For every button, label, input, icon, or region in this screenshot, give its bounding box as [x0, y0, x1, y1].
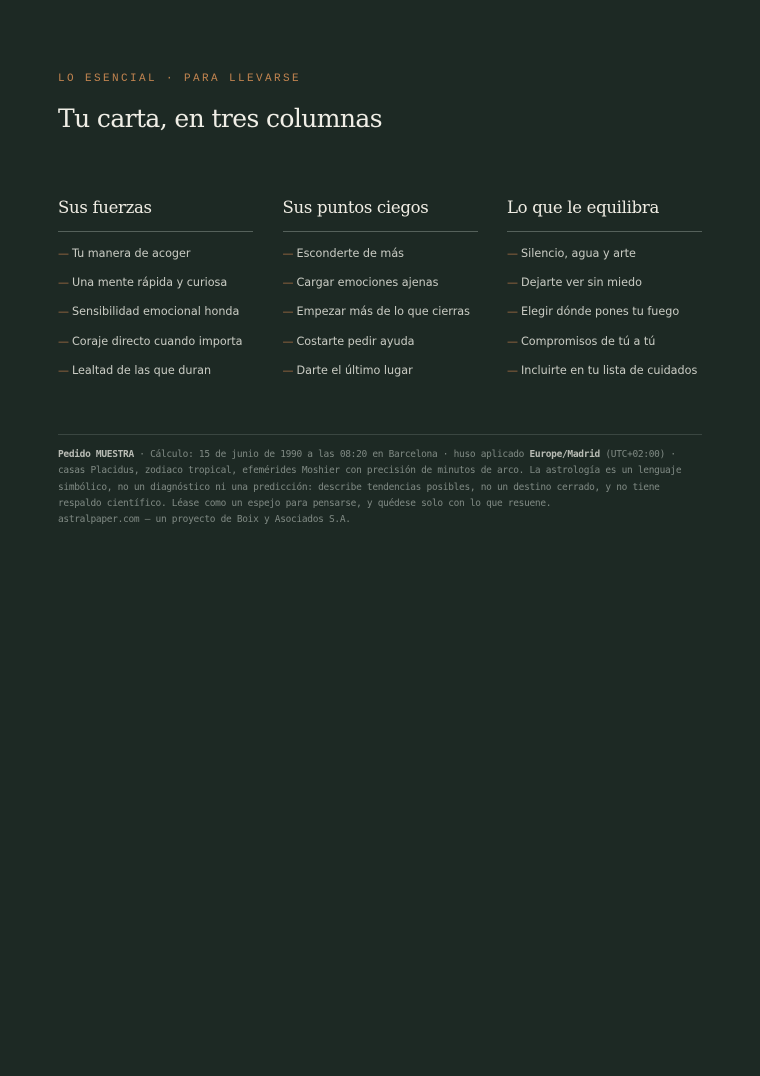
list-item — [283, 362, 478, 391]
column-blind-spots — [283, 196, 478, 391]
list-item — [58, 333, 253, 362]
list-item-text: Compromisos de tú a tú — [521, 334, 656, 348]
list-item-text: Empezar más de lo que cierras — [296, 305, 470, 319]
footer-line-1 — [58, 447, 702, 463]
dash-bullet: — — [282, 305, 294, 319]
list-item — [58, 362, 253, 391]
list-item-text: Tu manera de acoger — [72, 247, 191, 260]
list-item-text: Elegir dónde pones tu fuego — [521, 305, 680, 319]
footer-divider — [58, 434, 702, 435]
list-item — [507, 303, 702, 332]
column-strengths — [58, 196, 253, 391]
dash-bullet: — — [58, 276, 69, 290]
list-item — [283, 245, 478, 274]
footer-credit: astralpaper.com — un proyecto de Boix y Asociados S.A. — [58, 514, 351, 526]
order-label: Pedido MUESTRA — [58, 449, 134, 460]
list-item — [507, 333, 702, 362]
list-item-text: Darte el último lugar — [296, 363, 413, 377]
column-title: Sus fuerzas — [58, 196, 253, 232]
list-item-text: Coraje directo cuando importa — [72, 334, 243, 348]
footer-line-4: respaldo científico. Léase como un espejo para pensarse, y quédese solo con lo que resuene. — [58, 497, 552, 509]
page-title: Tu carta, en tres columnas — [58, 104, 382, 133]
eyebrow-label: LO ESENCIAL · PARA LLEVARSE — [58, 73, 302, 85]
list-item — [58, 245, 253, 274]
dash-bullet: — — [282, 247, 294, 260]
dash-bullet: — — [58, 305, 69, 319]
list-item-text: Incluirte en tu lista de cuidados — [521, 363, 698, 377]
list-item — [283, 274, 478, 303]
list-item-text: Lealtad de las que duran — [72, 363, 212, 377]
list-item-text: Una mente rápida y curiosa — [72, 276, 228, 290]
list-item — [507, 274, 702, 303]
timezone-offset: (UTC+02:00) · — [599, 449, 676, 460]
list-item — [283, 303, 478, 332]
list-item-text: Sensibilidad emocional honda — [72, 305, 240, 319]
footer-line-2: casas Placidus, zodiaco tropical, efemérides Moshier con precisión de minutos de arco. La astrología es un lenguaje — [58, 465, 682, 477]
list-item — [507, 362, 702, 391]
column-title: Sus puntos ciegos — [283, 196, 478, 232]
dash-bullet: — — [58, 334, 69, 348]
dash-bullet: — — [282, 363, 294, 377]
dash-bullet: — — [58, 247, 69, 260]
dash-bullet: — — [507, 334, 518, 348]
dash-bullet: — — [507, 363, 518, 377]
list-item-text: Costarte pedir ayuda — [296, 334, 415, 348]
list-item-text: Esconderte de más — [296, 247, 405, 260]
list-item — [58, 303, 253, 332]
column-title: Lo que le equilibra — [507, 196, 702, 232]
dash-bullet: — — [58, 363, 69, 377]
list-item-text: Cargar emociones ajenas — [296, 276, 439, 290]
balance-list — [507, 232, 702, 391]
calculation-text: · Cálculo: 15 de junio de 1990 a las 08:20 en Barcelona · huso aplicado — [133, 449, 530, 460]
list-item — [58, 274, 253, 303]
list-item — [283, 333, 478, 362]
dash-bullet: — — [282, 276, 294, 290]
dash-bullet: — — [507, 247, 518, 260]
dash-bullet: — — [507, 276, 518, 290]
dash-bullet: — — [282, 334, 294, 348]
list-item-text: Dejarte ver sin miedo — [521, 276, 642, 290]
timezone-value: Europe/Madrid — [529, 449, 600, 460]
footer-disclaimer — [58, 447, 702, 528]
dash-bullet: — — [507, 305, 518, 319]
footer-line-3: simbólico, no un diagnóstico ni una predicción: describe tendencias posibles, no un destino cerrado, y no tiene — [58, 481, 660, 493]
strengths-list — [58, 232, 253, 391]
list-item-text: Silencio, agua y arte — [521, 247, 636, 260]
column-balance — [507, 196, 702, 391]
blind-spots-list — [283, 232, 478, 391]
list-item — [507, 245, 702, 274]
three-columns — [58, 196, 702, 391]
